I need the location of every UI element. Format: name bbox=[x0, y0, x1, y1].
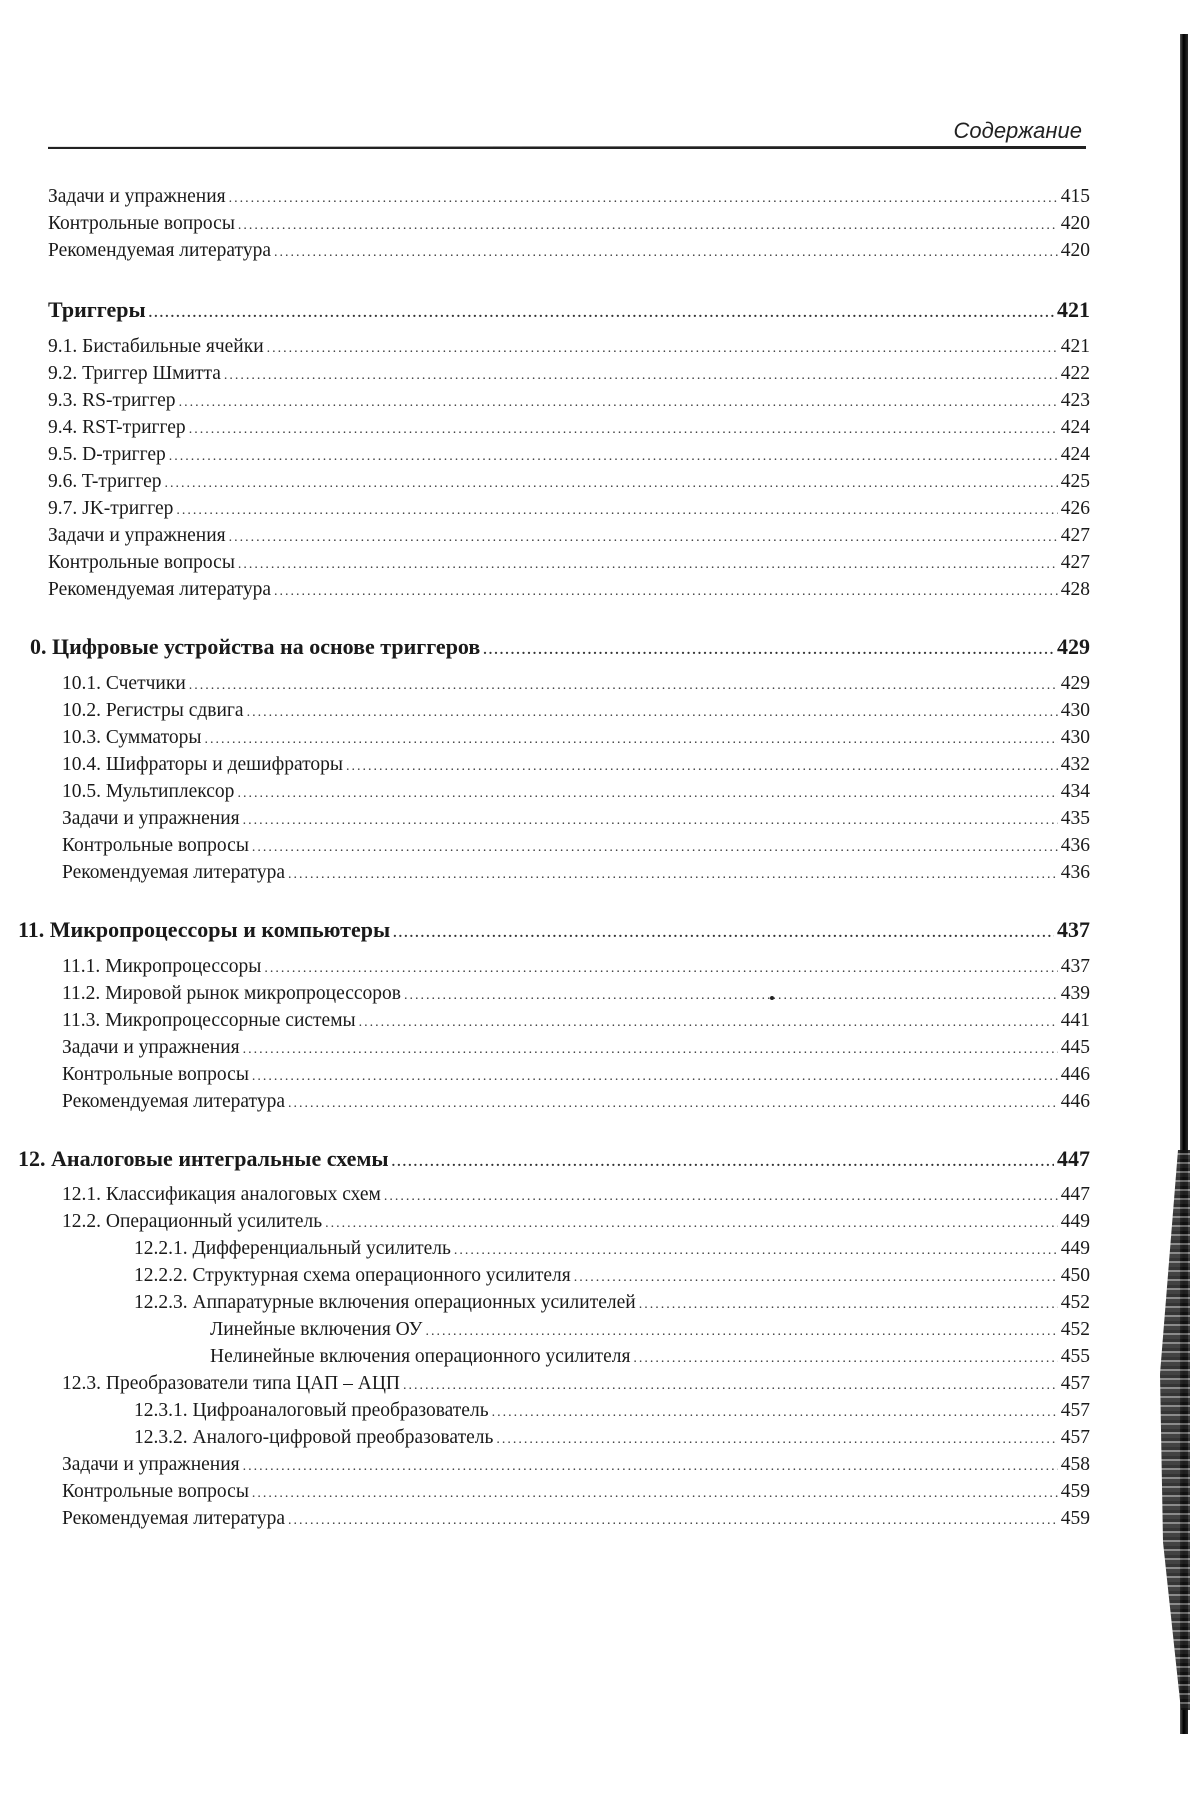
toc-title: 12.3.1. Цифроаналоговый преобразователь bbox=[134, 1400, 489, 1421]
toc-page-number: 446 bbox=[1060, 1064, 1090, 1085]
dot-leader bbox=[483, 636, 1054, 666]
toc-title: 12.3. Преобразователи типа ЦАП – АЦП bbox=[62, 1373, 401, 1394]
toc-title: Рекомендуемая литература bbox=[62, 862, 285, 883]
toc-entry-row bbox=[62, 858, 1090, 890]
toc-title: 9.2. Триггер Шмитта bbox=[48, 363, 221, 384]
toc-page-number: 424 bbox=[1060, 417, 1090, 438]
toc-page-number: 424 bbox=[1060, 444, 1090, 465]
toc-page-number: 459 bbox=[1060, 1481, 1090, 1502]
toc-page-number: 423 bbox=[1060, 390, 1090, 411]
dot-leader bbox=[288, 860, 1058, 890]
dot-leader bbox=[393, 919, 1054, 949]
toc-title: 11. Микропроцессоры и компьютеры bbox=[18, 917, 391, 942]
toc-title: 9.1. Бистабильные ячейки bbox=[48, 336, 264, 357]
toc-page-number: 429 bbox=[1060, 673, 1090, 694]
running-header: Содержание bbox=[953, 118, 1082, 143]
toc-page-number: 430 bbox=[1060, 727, 1090, 748]
toc-page-number: 459 bbox=[1060, 1508, 1090, 1529]
dot-leader bbox=[392, 1148, 1054, 1178]
toc-title: 11.1. Микропроцессоры bbox=[62, 956, 262, 977]
toc-title: Триггеры bbox=[48, 297, 146, 322]
toc-page-number: 447 bbox=[1060, 1184, 1090, 1205]
toc-title: 11.3. Микропроцессорные системы bbox=[62, 1010, 356, 1031]
header-rule bbox=[48, 146, 1086, 149]
toc-page-number: 450 bbox=[1060, 1265, 1090, 1286]
dot-leader bbox=[288, 1506, 1058, 1536]
toc-page-number: 436 bbox=[1060, 835, 1090, 856]
toc-chapter-row bbox=[30, 632, 1090, 666]
toc-page-number: 428 bbox=[1060, 579, 1090, 600]
toc-page-number: 436 bbox=[1060, 862, 1090, 883]
dot-leader bbox=[274, 238, 1058, 268]
toc-entry-row bbox=[62, 1087, 1090, 1119]
toc-page-number: 415 bbox=[1060, 186, 1090, 207]
toc-page-number: 449 bbox=[1060, 1211, 1090, 1232]
toc-title: 0. Цифровые устройства на основе триггеров bbox=[30, 634, 481, 659]
toc-title: 12.2.3. Аппаратурные включения операционных усилителей bbox=[134, 1292, 636, 1313]
toc-title: 9.7. JK-триггер bbox=[48, 498, 174, 519]
toc-title: 12.2.2. Структурная схема операционного усилителя bbox=[134, 1265, 571, 1286]
toc-title: Задачи и упражнения bbox=[62, 808, 240, 829]
toc-chapter-row bbox=[48, 295, 1090, 329]
dot-leader bbox=[274, 577, 1058, 607]
toc-page-number: 437 bbox=[1060, 956, 1090, 977]
toc-title: Задачи и упражнения bbox=[62, 1454, 240, 1475]
toc-title: Рекомендуемая литература bbox=[62, 1091, 285, 1112]
toc-page-number: 420 bbox=[1060, 240, 1090, 261]
toc-chapter-row bbox=[18, 1144, 1090, 1178]
toc-title: Задачи и упражнения bbox=[48, 186, 226, 207]
toc-page-number: 452 bbox=[1060, 1319, 1090, 1340]
toc-page-number: 457 bbox=[1060, 1400, 1090, 1421]
toc-title: Рекомендуемая литература bbox=[62, 1508, 285, 1529]
toc-page-number: 441 bbox=[1060, 1010, 1090, 1031]
toc-title: 9.4. RST-триггер bbox=[48, 417, 186, 438]
toc-page-number: 421 bbox=[1057, 297, 1090, 322]
toc-page-number: 432 bbox=[1060, 754, 1090, 775]
toc-page-number: 439 bbox=[1060, 983, 1090, 1004]
toc-title: 12. Аналоговые интегральные схемы bbox=[18, 1146, 389, 1171]
toc-title: Контрольные вопросы bbox=[62, 1064, 249, 1085]
toc-page-number: 430 bbox=[1060, 700, 1090, 721]
toc-title: 10.4. Шифраторы и дешифраторы bbox=[62, 754, 343, 775]
toc-title: Линейные включения ОУ bbox=[210, 1319, 423, 1340]
toc-title: Рекомендуемая литература bbox=[48, 240, 271, 261]
toc-page-number: 427 bbox=[1060, 525, 1090, 546]
toc-title: Контрольные вопросы bbox=[48, 213, 235, 234]
toc-page-number: 457 bbox=[1060, 1373, 1090, 1394]
toc-page-number: 447 bbox=[1057, 1146, 1090, 1171]
toc-entry-row bbox=[62, 1504, 1090, 1536]
toc-page-number: 445 bbox=[1060, 1037, 1090, 1058]
toc-title: Задачи и упражнения bbox=[48, 525, 226, 546]
toc-page-number: 457 bbox=[1060, 1427, 1090, 1448]
toc-page-number: 434 bbox=[1060, 781, 1090, 802]
toc-title: 12.2.1. Дифференциальный усилитель bbox=[134, 1238, 451, 1259]
toc-title: Контрольные вопросы bbox=[62, 835, 249, 856]
toc-page-number: 427 bbox=[1060, 552, 1090, 573]
toc-page-number: 421 bbox=[1060, 336, 1090, 357]
toc-entry-row bbox=[48, 236, 1090, 268]
toc-page-number: 452 bbox=[1060, 1292, 1090, 1313]
toc-title: 9.3. RS-триггер bbox=[48, 390, 176, 411]
toc-title: 10.5. Мультиплексор bbox=[62, 781, 235, 802]
toc-page-number: 420 bbox=[1060, 213, 1090, 234]
toc-title: 11.2. Мировой рынок микропроцессоров bbox=[62, 983, 401, 1004]
toc-title: 12.1. Классификация аналоговых схем bbox=[62, 1184, 381, 1205]
scan-smear-artifact bbox=[1160, 1150, 1190, 1710]
toc-title: 9.5. D-триггер bbox=[48, 444, 166, 465]
toc-page-number: 426 bbox=[1060, 498, 1090, 519]
toc-title: Рекомендуемая литература bbox=[48, 579, 271, 600]
toc-page-number: 455 bbox=[1060, 1346, 1090, 1367]
toc-page-number: 446 bbox=[1060, 1091, 1090, 1112]
toc-page-number: 437 bbox=[1057, 917, 1090, 942]
dot-leader bbox=[288, 1089, 1058, 1119]
toc-title: Контрольные вопросы bbox=[62, 1481, 249, 1502]
toc-title: Нелинейные включения операционного усилителя bbox=[210, 1346, 631, 1367]
toc-title: 10.2. Регистры сдвига bbox=[62, 700, 244, 721]
toc-title: 9.6. T-триггер bbox=[48, 471, 162, 492]
toc-page-number: 422 bbox=[1060, 363, 1090, 384]
toc-title: 10.3. Сумматоры bbox=[62, 727, 202, 748]
toc-page-number: 435 bbox=[1060, 808, 1090, 829]
toc-page-number: 458 bbox=[1060, 1454, 1090, 1475]
toc-entry-row bbox=[48, 575, 1090, 607]
toc-page-number: 429 bbox=[1057, 634, 1090, 659]
toc-page-number: 449 bbox=[1060, 1238, 1090, 1259]
toc-page-number: 425 bbox=[1060, 471, 1090, 492]
toc-title: Задачи и упражнения bbox=[62, 1037, 240, 1058]
toc-title: 12.2. Операционный усилитель bbox=[62, 1211, 323, 1232]
toc-chapter-row bbox=[18, 915, 1090, 949]
toc-title: 12.3.2. Аналого-цифровой преобразователь bbox=[134, 1427, 494, 1448]
toc-title: 10.1. Счетчики bbox=[62, 673, 186, 694]
dot-leader bbox=[149, 299, 1054, 329]
toc-title: Контрольные вопросы bbox=[48, 552, 235, 573]
